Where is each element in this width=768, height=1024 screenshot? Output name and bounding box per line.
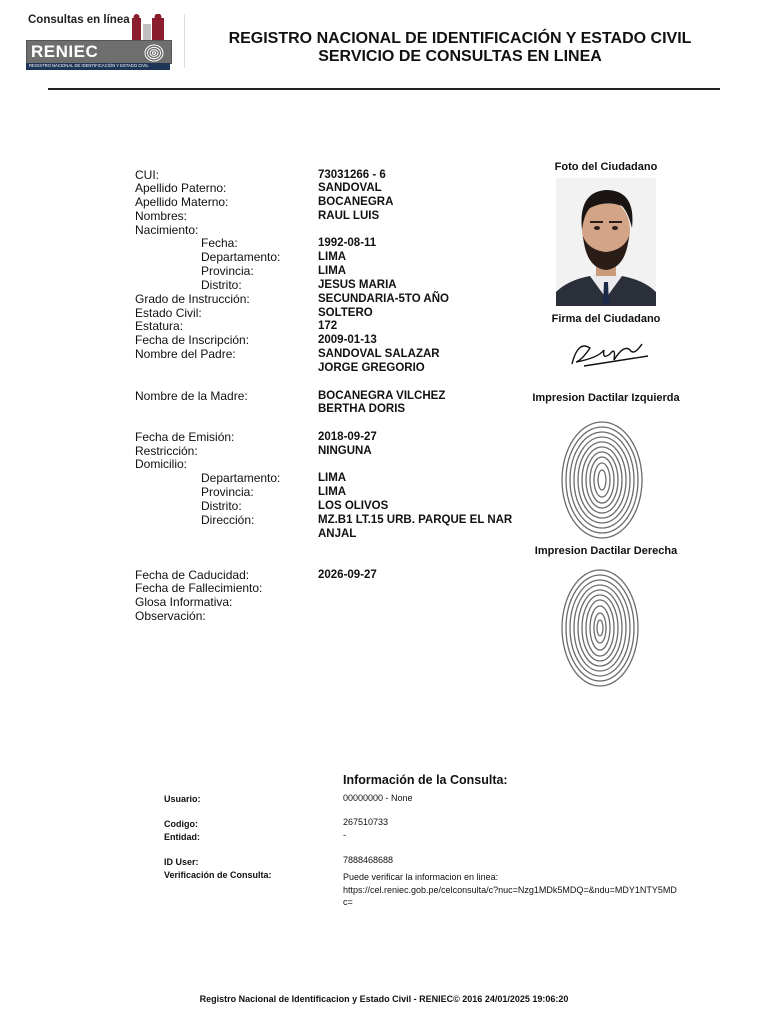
nac-distrito-value: JESUS MARIA xyxy=(318,279,397,291)
apellido-materno-label: Apellido Materno: xyxy=(135,195,229,209)
nombre-padre-value-line1: SANDOVAL SALAZAR xyxy=(318,348,440,360)
restriccion-label: Restricción: xyxy=(135,444,198,458)
verificacion-url-end[interactable]: c= xyxy=(343,897,353,907)
logo-top-text: Consultas en línea xyxy=(28,14,130,26)
nacimiento-label: Nacimiento: xyxy=(135,223,199,237)
fecha-caducidad-value: 2026-09-27 xyxy=(318,569,377,581)
citizen-signature xyxy=(558,330,658,374)
logo-band xyxy=(26,40,172,64)
logo-band-text: RENIEC xyxy=(31,42,99,61)
fingerprint-logo-icon xyxy=(143,42,165,62)
dom-distrito-label: Distrito: xyxy=(201,499,242,513)
fecha-inscripcion-label: Fecha de Inscripción: xyxy=(135,333,250,347)
fecha-nacimiento-value: 1992-08-11 xyxy=(318,237,377,249)
page-title: REGISTRO NACIONAL DE IDENTIFICACIÓN Y ESTADO CIVIL xyxy=(228,30,692,47)
page-subtitle: SERVICIO DE CONSULTAS EN LINEA xyxy=(318,48,602,65)
apellido-paterno-value: SANDOVAL xyxy=(318,182,382,194)
consulta-title: Información de la Consulta: xyxy=(343,773,508,787)
nac-provincia-label: Provincia: xyxy=(201,264,254,278)
right-fingerprint-image xyxy=(556,562,648,694)
impresion-derecha-caption: Impresion Dactilar Derecha xyxy=(534,545,678,557)
impresion-izquierda-caption: Impresion Dactilar Izquierda xyxy=(532,392,680,404)
foto-caption: Foto del Ciudadano xyxy=(554,161,658,173)
nombres-value: RAUL LUIS xyxy=(318,210,380,222)
header-divider xyxy=(184,14,185,68)
nac-distrito-label: Distrito: xyxy=(201,278,242,292)
dom-distrito-value: LOS OLIVOS xyxy=(318,500,389,512)
cui-label: CUI: xyxy=(135,168,159,182)
estado-civil-value: SOLTERO xyxy=(318,307,373,319)
cui-value: 73031266 - 6 xyxy=(318,169,386,181)
nac-provincia-value: LIMA xyxy=(318,265,347,277)
reniec-logo xyxy=(24,14,172,70)
id-user-value: 7888468688 xyxy=(343,855,394,865)
dom-departamento-value: LIMA xyxy=(318,472,347,484)
verificacion-url[interactable]: https://cel.reniec.gob.pe/celconsulta/c?nuc=Nzg1MDk5MDQ=&ndu=MDY1NTY5MD xyxy=(343,885,677,895)
grado-instruccion-label: Grado de Instrucción: xyxy=(135,292,250,306)
nac-departamento-value: LIMA xyxy=(318,251,347,263)
fecha-caducidad-label: Fecha de Caducidad: xyxy=(135,568,250,582)
direccion-value-line1: MZ.B1 LT.15 URB. PARQUE EL NAR xyxy=(318,514,513,526)
dom-provincia-value: LIMA xyxy=(318,486,347,498)
citizen-photo xyxy=(556,178,656,306)
grado-instruccion-value: SECUNDARIA-5TO AÑO xyxy=(318,293,449,305)
firma-caption: Firma del Ciudadano xyxy=(551,313,661,325)
fecha-emision-label: Fecha de Emisión: xyxy=(135,430,235,444)
fecha-nacimiento-label: Fecha: xyxy=(201,236,238,250)
id-user-label: ID User: xyxy=(164,857,199,867)
restriccion-value: NINGUNA xyxy=(318,445,372,457)
observacion-label: Observación: xyxy=(135,609,206,623)
apellido-paterno-label: Apellido Paterno: xyxy=(135,181,227,195)
entidad-value: - xyxy=(343,830,346,840)
nombre-madre-value-line1: BOCANEGRA VILCHEZ xyxy=(318,390,446,402)
left-fingerprint-image xyxy=(556,410,648,542)
fecha-inscripcion-value: 2009-01-13 xyxy=(318,334,377,346)
fecha-fallecimiento-label: Fecha de Fallecimiento: xyxy=(135,581,263,595)
nombres-label: Nombres: xyxy=(135,209,188,223)
apellido-materno-value: BOCANEGRA xyxy=(318,196,394,208)
usuario-label: Usuario: xyxy=(164,794,201,804)
verificacion-text: Puede verificar la informacion en linea: xyxy=(343,872,499,882)
nombre-madre-value-line2: BERTHA DORIS xyxy=(318,403,406,415)
footer-text: Registro Nacional de Identificacion y Estado Civil - RENIEC© 2016 24/01/2025 19:06:20 xyxy=(199,994,569,1004)
entidad-label: Entidad: xyxy=(164,832,200,842)
fecha-emision-value: 2018-09-27 xyxy=(318,431,377,443)
verificacion-label: Verificación de Consulta: xyxy=(164,870,272,880)
nac-departamento-label: Departamento: xyxy=(201,250,281,264)
header-rule xyxy=(48,88,720,90)
logo-subtitle: REGISTRO NACIONAL DE IDENTIFICACIÓN Y ESTADO CIVIL xyxy=(29,63,149,68)
nombre-padre-value-line2: JORGE GREGORIO xyxy=(318,362,425,374)
estatura-value: 172 xyxy=(318,320,338,332)
glosa-informativa-label: Glosa Informativa: xyxy=(135,595,233,609)
nombre-padre-label: Nombre del Padre: xyxy=(135,347,236,361)
usuario-value: 00000000 - None xyxy=(343,793,413,803)
direccion-value-line2: ANJAL xyxy=(318,528,357,540)
estatura-label: Estatura: xyxy=(135,319,184,333)
nombre-madre-label: Nombre de la Madre: xyxy=(135,389,248,403)
codigo-value: 267510733 xyxy=(343,817,389,827)
direccion-label: Dirección: xyxy=(201,513,255,527)
estado-civil-label: Estado Civil: xyxy=(135,306,202,320)
domicilio-label: Domicilio: xyxy=(135,457,188,471)
dom-provincia-label: Provincia: xyxy=(201,485,254,499)
logo-subtitle-bar xyxy=(26,63,170,70)
codigo-label: Codigo: xyxy=(164,819,198,829)
dom-departamento-label: Departamento: xyxy=(201,471,281,485)
